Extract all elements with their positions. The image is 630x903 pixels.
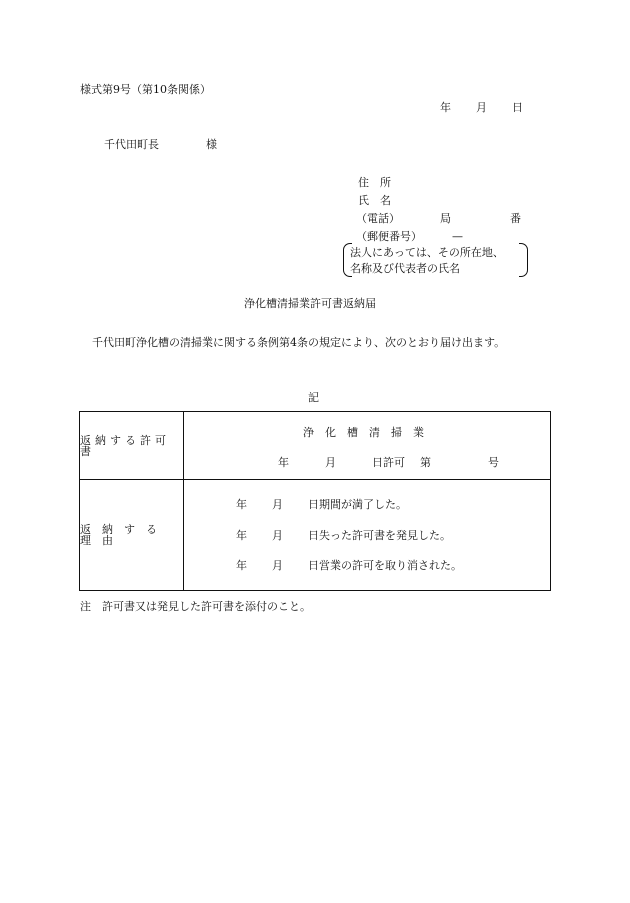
table-border-right — [550, 411, 551, 591]
corp-note-line1: 法人にあっては、その所在地、 — [350, 246, 504, 259]
form-number: 様式第9号（第10条関係） — [80, 83, 211, 96]
right-bracket — [519, 243, 528, 277]
document-title: 浄化槽清掃業許可書返納届 — [244, 297, 376, 310]
reason-1-year: 年 — [236, 498, 247, 511]
footnote: 注 許可書又は発見した許可書を添付のこと。 — [80, 600, 311, 613]
row1-label: 返納する許可書 — [80, 433, 170, 458]
phone-label: （電話） — [356, 212, 400, 225]
date-year: 年 — [440, 101, 451, 114]
license-day-permit: 日許可 — [372, 456, 405, 469]
license-month: 月 — [325, 456, 336, 469]
license-year: 年 — [278, 456, 289, 469]
table-border-bottom — [79, 590, 551, 591]
reason-3-text: 日営業の許可を取り消された。 — [308, 559, 462, 572]
addressee-honorific: 様 — [206, 138, 217, 151]
row2-label: 返納する理由 — [80, 523, 168, 547]
name-label: 氏 名 — [358, 194, 391, 207]
ki-label: 記 — [308, 391, 319, 404]
postal-label: （郵便番号） — [356, 230, 422, 243]
phone-exchange: 局 — [440, 212, 451, 225]
postal-dash: — — [452, 230, 463, 243]
license-dai: 第 — [420, 456, 431, 469]
phone-number: 番 — [510, 212, 521, 225]
date-day: 日 — [512, 101, 523, 114]
reason-2-month: 月 — [272, 529, 283, 542]
license-go: 号 — [488, 456, 499, 469]
reason-3-month: 月 — [272, 559, 283, 572]
reason-1-month: 月 — [272, 498, 283, 511]
date-month: 月 — [476, 101, 487, 114]
corp-note-line2: 名称及び代表者の氏名 — [350, 262, 460, 275]
reason-2-year: 年 — [236, 529, 247, 542]
table-column-divider — [183, 411, 184, 591]
body-text: 千代田町浄化槽の清掃業に関する条例第4条の規定により、次のとおり届け出ます。 — [92, 336, 506, 349]
reason-2-text: 日失った許可書を発見した。 — [308, 529, 451, 542]
reason-1-text: 日期間が満了した。 — [308, 498, 407, 511]
addressee-name: 千代田町長 — [104, 138, 159, 151]
address-label: 住 所 — [358, 176, 391, 189]
reason-3-year: 年 — [236, 559, 247, 572]
license-name: 浄化槽清掃業 — [303, 426, 435, 439]
